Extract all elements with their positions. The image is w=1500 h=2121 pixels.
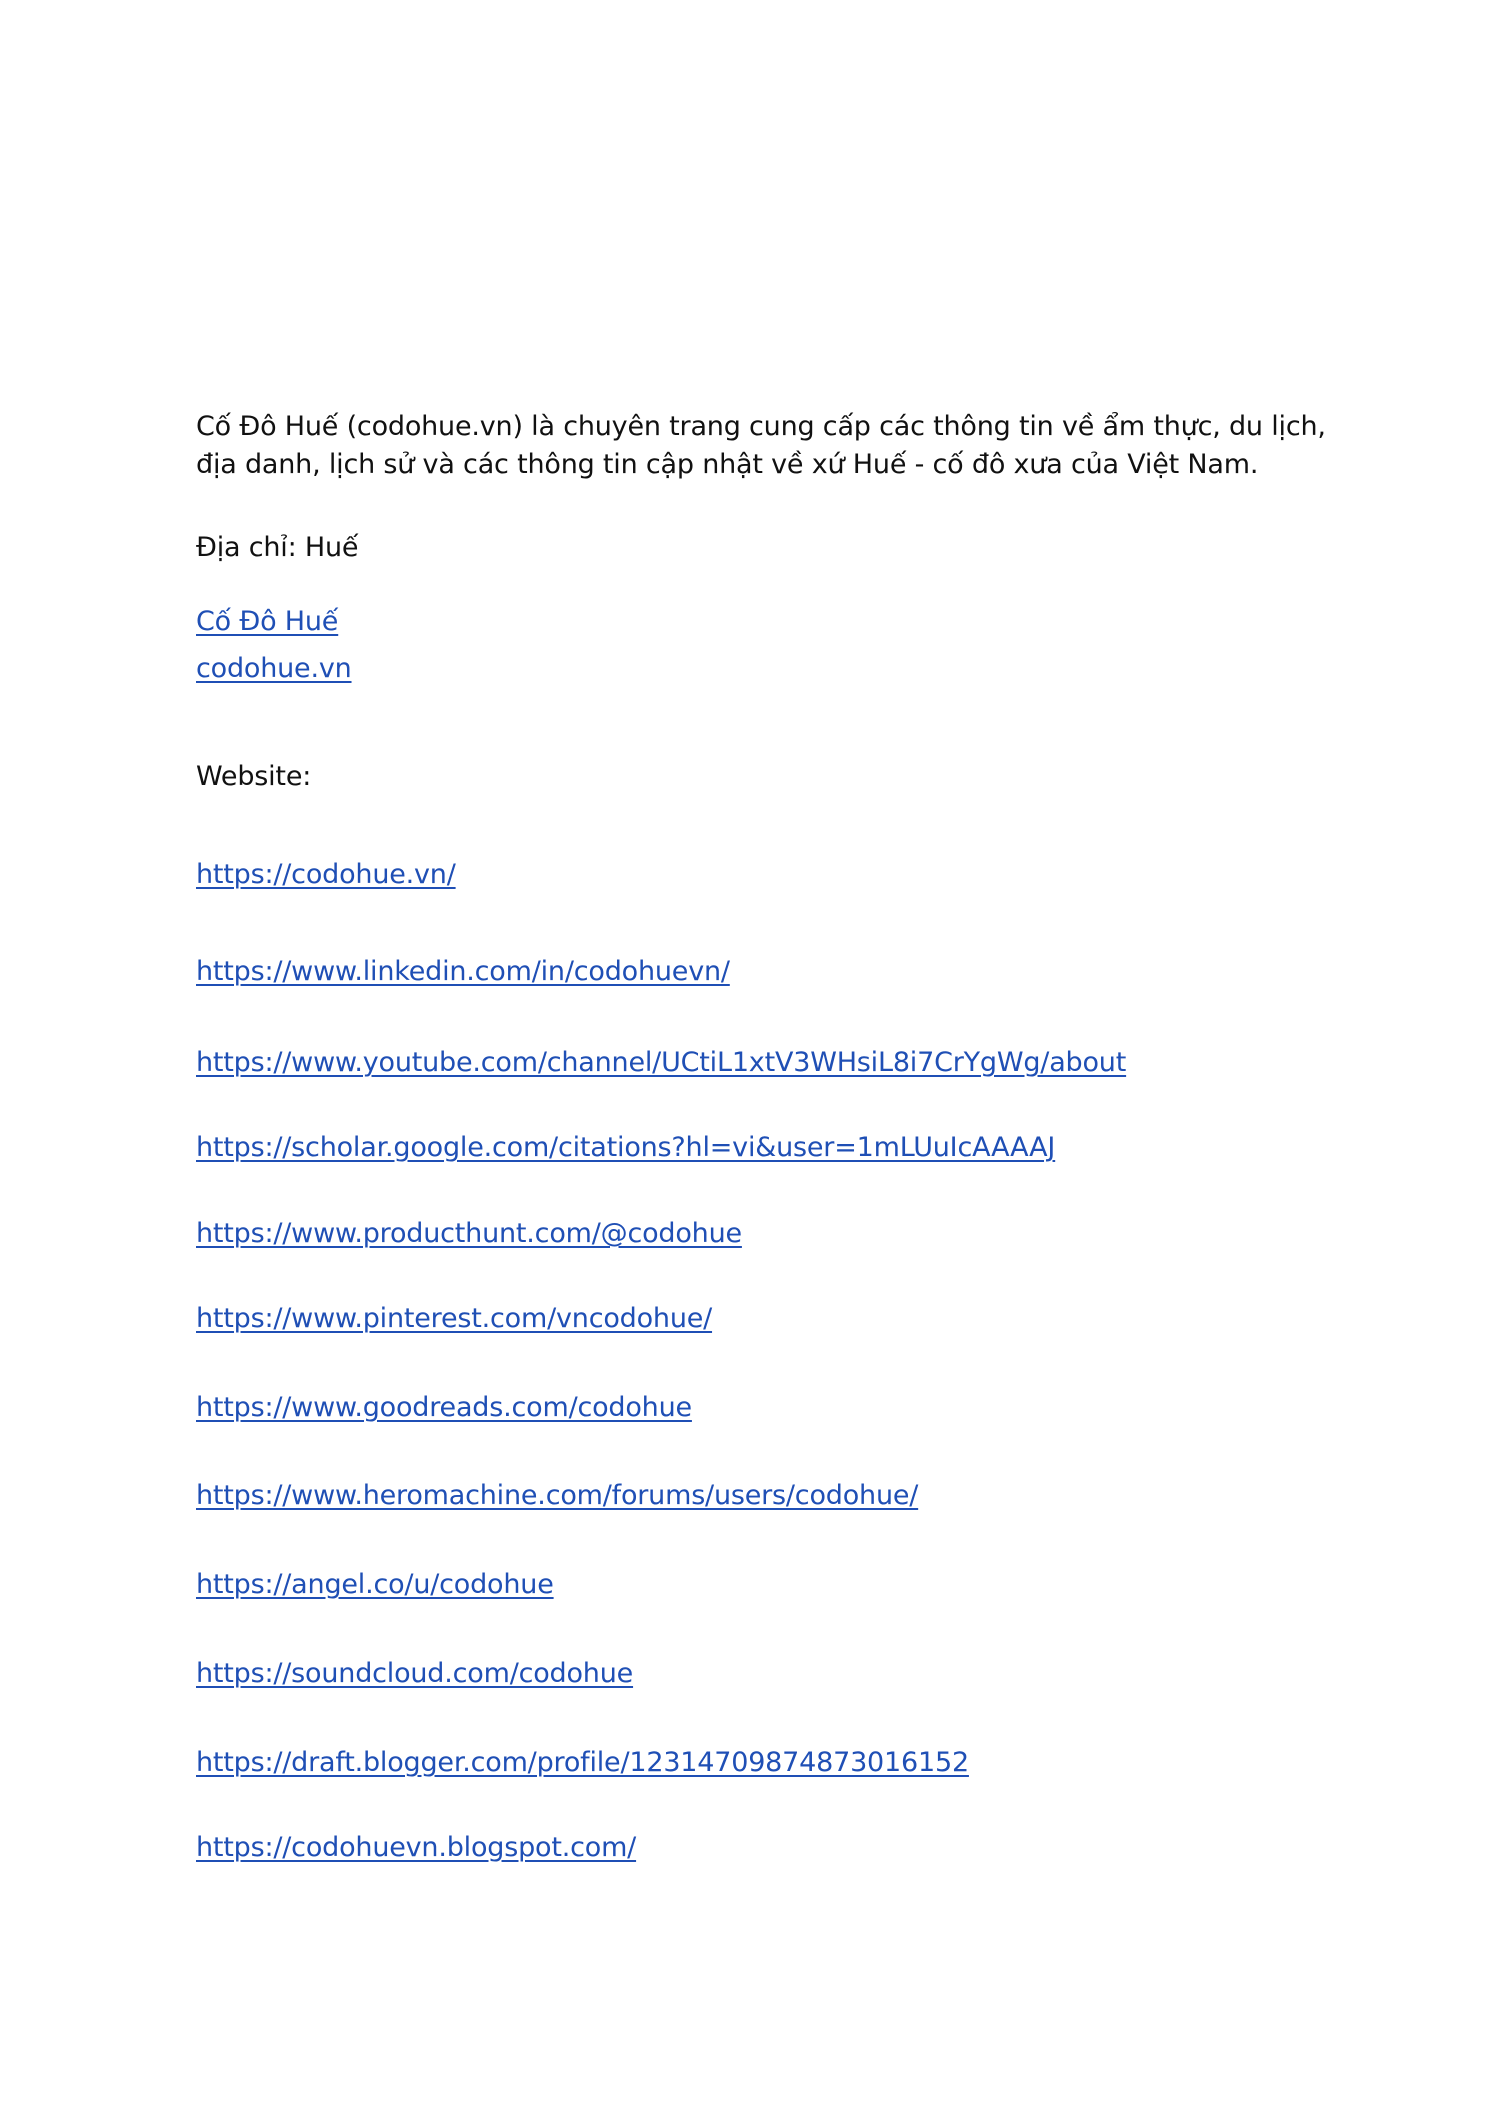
link-pinterest[interactable]: https://www.pinterest.com/vncodohue/ <box>196 1303 713 1334</box>
address-text: Địa chỉ: Huế <box>196 532 359 563</box>
link-soundcloud[interactable]: https://soundcloud.com/codohue <box>196 1658 634 1689</box>
link-youtube[interactable]: https://www.youtube.com/channel/UCtiL1xtV3WHsiL8i7CrYgWg/about <box>196 1047 1127 1078</box>
website-label: Website: <box>196 761 312 792</box>
brand-link-name[interactable]: Cố Đô Huế <box>196 606 339 637</box>
link-blogger[interactable]: https://draft.blogger.com/profile/12314709874873016152 <box>196 1747 969 1778</box>
link-goodreads[interactable]: https://www.goodreads.com/codohue <box>196 1392 692 1423</box>
link-scholar[interactable]: https://scholar.google.com/citations?hl=vi&user=1mLUuIcAAAAJ <box>196 1132 1056 1163</box>
link-angel[interactable]: https://angel.co/u/codohue <box>196 1569 554 1600</box>
brand-link-domain[interactable]: codohue.vn <box>196 653 352 684</box>
intro-line-1: Cố Đô Huế (codohue.vn) là chuyên trang cung cấp các thông tin về ẩm thực, du lịch, <box>196 411 1326 442</box>
link-blogspot[interactable]: https://codohuevn.blogspot.com/ <box>196 1832 637 1863</box>
intro-line-2: địa danh, lịch sử và các thông tin cập nhật về xứ Huế - cố đô xưa của Việt Nam. <box>196 449 1259 480</box>
link-codohue[interactable]: https://codohue.vn/ <box>196 859 456 890</box>
link-heromachine[interactable]: https://www.heromachine.com/forums/users/codohue/ <box>196 1480 919 1511</box>
link-linkedin[interactable]: https://www.linkedin.com/in/codohuevn/ <box>196 956 730 987</box>
link-producthunt[interactable]: https://www.producthunt.com/@codohue <box>196 1218 742 1249</box>
